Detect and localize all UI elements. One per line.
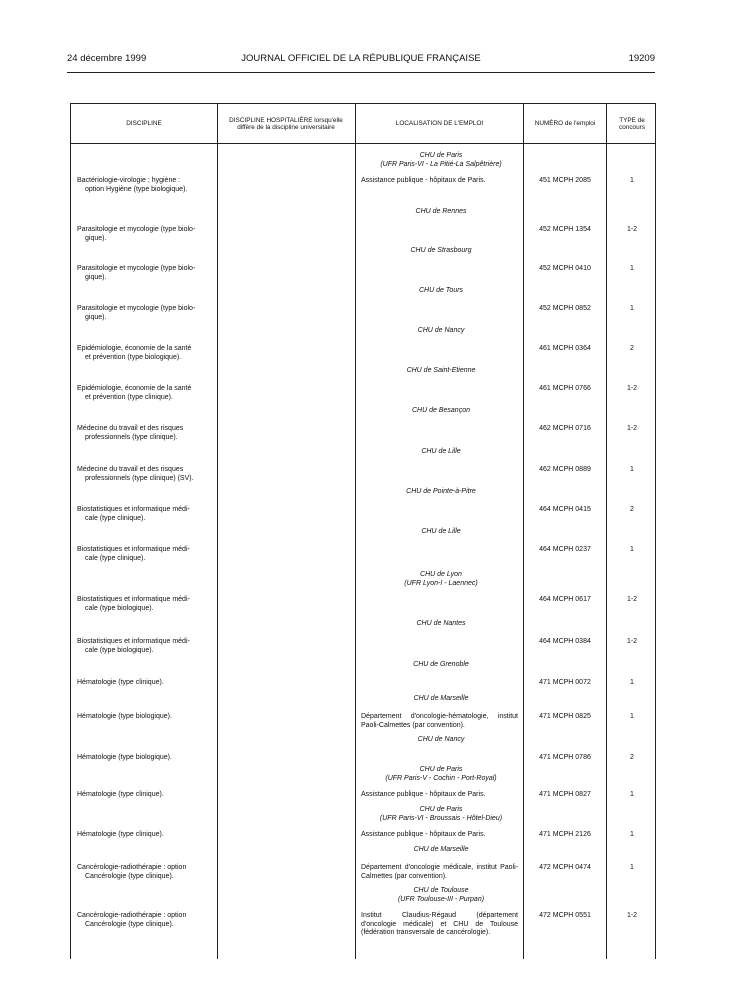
post-number: 461 MCPH 0766 — [539, 385, 591, 392]
discipline-line: Parasitologie et mycologie (type biolo- — [77, 265, 196, 272]
discipline-cell — [77, 713, 217, 722]
post-number: 452 MCPH 0410 — [539, 265, 591, 272]
competition-type: 1 — [630, 791, 634, 798]
competition-type: 1 — [630, 305, 634, 312]
discipline-cell — [77, 345, 217, 362]
employer-cell: Assistance publique - hôpitaux de Paris. — [361, 831, 486, 838]
discipline-line: Hématologie (type clinique). — [77, 791, 164, 798]
ufr-site: (UFR Paris-VI - Broussais - Hôtel-Dieu) — [379, 815, 503, 822]
discipline-line: Hématologie (type biologique). — [77, 754, 172, 761]
header-separator — [71, 143, 655, 144]
discipline-cell — [77, 596, 217, 613]
post-number: 471 MCPH 0786 — [539, 754, 591, 761]
post-number: 471 MCPH 0827 — [539, 791, 591, 798]
competition-type: 1-2 — [626, 596, 638, 603]
discipline-line: et prévention (type biologique). — [85, 353, 182, 361]
issue-date: 24 décembre 1999 — [67, 53, 147, 64]
discipline-line: cale (type biologique). — [85, 604, 154, 612]
discipline-line: Hématologie (type clinique). — [77, 831, 164, 838]
col-header-type: TYPE de concours — [619, 116, 645, 131]
competition-type: 1-2 — [626, 638, 638, 645]
competition-type: 1 — [630, 831, 634, 838]
competition-type: 1-2 — [626, 385, 638, 392]
chu-name: CHU de Grenoble — [413, 661, 469, 668]
page-header — [67, 53, 655, 67]
discipline-line: cale (type clinique). — [85, 554, 146, 562]
competition-type: 1 — [630, 864, 634, 871]
chu-name: CHU de Toulouse — [413, 887, 469, 894]
discipline-cell — [77, 226, 217, 243]
discipline-cell — [77, 385, 217, 402]
discipline-line: Cancérologie (type clinique). — [85, 872, 174, 880]
col-header-location: LOCALISATION DE L'EMPLOI — [395, 120, 484, 127]
column-divider — [355, 104, 356, 959]
discipline-cell — [77, 425, 217, 442]
employer-cell: Institut Claudius-Régaud (département d'oncologie médicale) et CHU de Toulouse (fédération transversale de cancérologie). — [361, 912, 518, 936]
discipline-line: Biostatistiques et informatique médi- — [77, 596, 190, 603]
chu-name: CHU de Lille — [421, 448, 461, 455]
post-number: 462 MCPH 0716 — [539, 425, 591, 432]
ufr-site: (UFR Paris-VI - La Pitié-La Salpêtrière) — [380, 161, 502, 168]
competition-type: 2 — [630, 345, 634, 352]
discipline-line: Cancérologie-radiothérapie : option — [77, 864, 187, 871]
discipline-line: Biostatistiques et informatique médi- — [77, 506, 190, 513]
post-number: 461 MCPH 0364 — [539, 345, 591, 352]
competition-type: 1-2 — [626, 912, 638, 919]
post-number: 472 MCPH 0551 — [539, 912, 591, 919]
chu-name: CHU de Nancy — [417, 736, 465, 743]
discipline-line: option Hygiène (type biologique). — [85, 185, 188, 193]
ufr-site: (UFR Toulouse-III - Purpan) — [397, 896, 485, 903]
chu-name: CHU de Marseille — [413, 846, 469, 853]
discipline-cell — [77, 265, 217, 282]
post-number: 451 MCPH 2085 — [539, 177, 591, 184]
discipline-line: Médecine du travail et des risques — [77, 425, 184, 432]
journal-title: JOURNAL OFFICIEL DE LA RÉPUBLIQUE FRANÇAISE — [241, 53, 481, 64]
discipline-line: Epidémiologie, économie de la santé — [77, 345, 192, 352]
discipline-line: Bactériologie-virologie ; hygiène : — [77, 177, 181, 184]
col-header-number: NUMÉRO de l'emploi — [534, 120, 596, 127]
post-number: 464 MCPH 0617 — [539, 596, 591, 603]
discipline-cell — [77, 638, 217, 655]
competition-type: 1 — [630, 177, 634, 184]
chu-name: CHU de Nantes — [416, 620, 466, 627]
post-number: 452 MCPH 1354 — [539, 226, 591, 233]
chu-name: CHU de Paris — [419, 152, 463, 159]
discipline-cell — [77, 177, 217, 194]
ufr-site: (UFR Lyon-I - Laennec) — [404, 580, 478, 587]
discipline-cell — [77, 679, 217, 688]
competition-type: 1 — [630, 546, 634, 553]
discipline-line: Biostatistiques et informatique médi- — [77, 546, 190, 553]
discipline-line: Parasitologie et mycologie (type biolo- — [77, 226, 196, 233]
employer-cell: Département d'oncologie médicale, institut Paoli-Calmettes (par convention). — [361, 864, 518, 880]
chu-name: CHU de Tours — [418, 287, 464, 294]
chu-name: CHU de Pointe-à-Pitre — [406, 488, 476, 495]
posts-table — [70, 103, 656, 959]
employer-cell: Assistance publique - hôpitaux de Paris. — [361, 791, 486, 798]
discipline-line: Cancérologie-radiothérapie : option — [77, 912, 187, 919]
discipline-cell — [77, 791, 217, 800]
discipline-line: Biostatistiques et informatique médi- — [77, 638, 190, 645]
competition-type: 1 — [630, 466, 634, 473]
discipline-cell — [77, 864, 217, 881]
employer-cell: Assistance publique - hôpitaux de Paris. — [361, 177, 486, 184]
discipline-cell — [77, 506, 217, 523]
discipline-cell — [77, 754, 217, 763]
discipline-cell — [77, 466, 217, 483]
chu-name: CHU de Nancy — [417, 327, 465, 334]
discipline-line: Parasitologie et mycologie (type biolo- — [77, 305, 196, 312]
chu-name: CHU de Paris — [419, 806, 463, 813]
discipline-cell — [77, 912, 217, 929]
discipline-line: gique). — [85, 313, 107, 321]
header-rule — [67, 72, 655, 73]
discipline-line: professionnels (type clinique). — [85, 433, 178, 441]
post-number: 471 MCPH 2126 — [539, 831, 591, 838]
post-number: 471 MCPH 0825 — [539, 713, 591, 720]
chu-name: CHU de Lille — [421, 528, 461, 535]
competition-type: 2 — [630, 754, 634, 761]
post-number: 464 MCPH 0384 — [539, 638, 591, 645]
competition-type: 1-2 — [626, 425, 638, 432]
discipline-line: et prévention (type clinique). — [85, 393, 173, 401]
post-number: 462 MCPH 0889 — [539, 466, 591, 473]
discipline-line: Médecine du travail et des risques — [77, 466, 184, 473]
discipline-line: Hématologie (type clinique). — [77, 679, 164, 686]
discipline-line: cale (type clinique). — [85, 514, 146, 522]
competition-type: 2 — [630, 506, 634, 513]
chu-name: CHU de Strasbourg — [410, 247, 472, 254]
post-number: 472 MCPH 0474 — [539, 864, 591, 871]
page-number: 19209 — [628, 53, 655, 64]
ufr-site: (UFR Paris-V - Cochin - Port-Royal) — [385, 775, 497, 782]
discipline-cell — [77, 546, 217, 563]
column-divider — [217, 104, 218, 959]
discipline-line: gique). — [85, 273, 107, 281]
discipline-cell — [77, 305, 217, 322]
discipline-line: Cancérologie (type clinique). — [85, 920, 174, 928]
competition-type: 1 — [630, 713, 634, 720]
post-number: 471 MCPH 0072 — [539, 679, 591, 686]
employer-cell: Département d'oncologie-hématologie, institut Paoli-Calmettes (par convention). — [361, 713, 518, 729]
chu-name: CHU de Rennes — [415, 208, 467, 215]
chu-name: CHU de Saint-Etienne — [406, 367, 476, 374]
discipline-line: professionnels (type clinique) (SV). — [85, 474, 194, 482]
chu-name: CHU de Paris — [419, 766, 463, 773]
competition-type: 1 — [630, 679, 634, 686]
discipline-line: cale (type biologique). — [85, 646, 154, 654]
competition-type: 1-2 — [626, 226, 638, 233]
post-number: 464 MCPH 0415 — [539, 506, 591, 513]
chu-name: CHU de Lyon — [420, 571, 462, 578]
col-header-discipline: DISCIPLINE — [126, 120, 162, 127]
discipline-line: Hématologie (type biologique). — [77, 713, 172, 720]
discipline-line: Epidémiologie, économie de la santé — [77, 385, 192, 392]
discipline-cell — [77, 831, 217, 840]
post-number: 464 MCPH 0237 — [539, 546, 591, 553]
col-header-hospital-discipline: DISCIPLINE HOSPITALIÈRE lorsqu'elle diffère de la discipline universitaire — [229, 116, 343, 131]
discipline-line: gique). — [85, 234, 107, 242]
chu-name: CHU de Besançon — [412, 407, 470, 414]
chu-name: CHU de Marseille — [413, 695, 469, 702]
competition-type: 1 — [630, 265, 634, 272]
post-number: 452 MCPH 0852 — [539, 305, 591, 312]
